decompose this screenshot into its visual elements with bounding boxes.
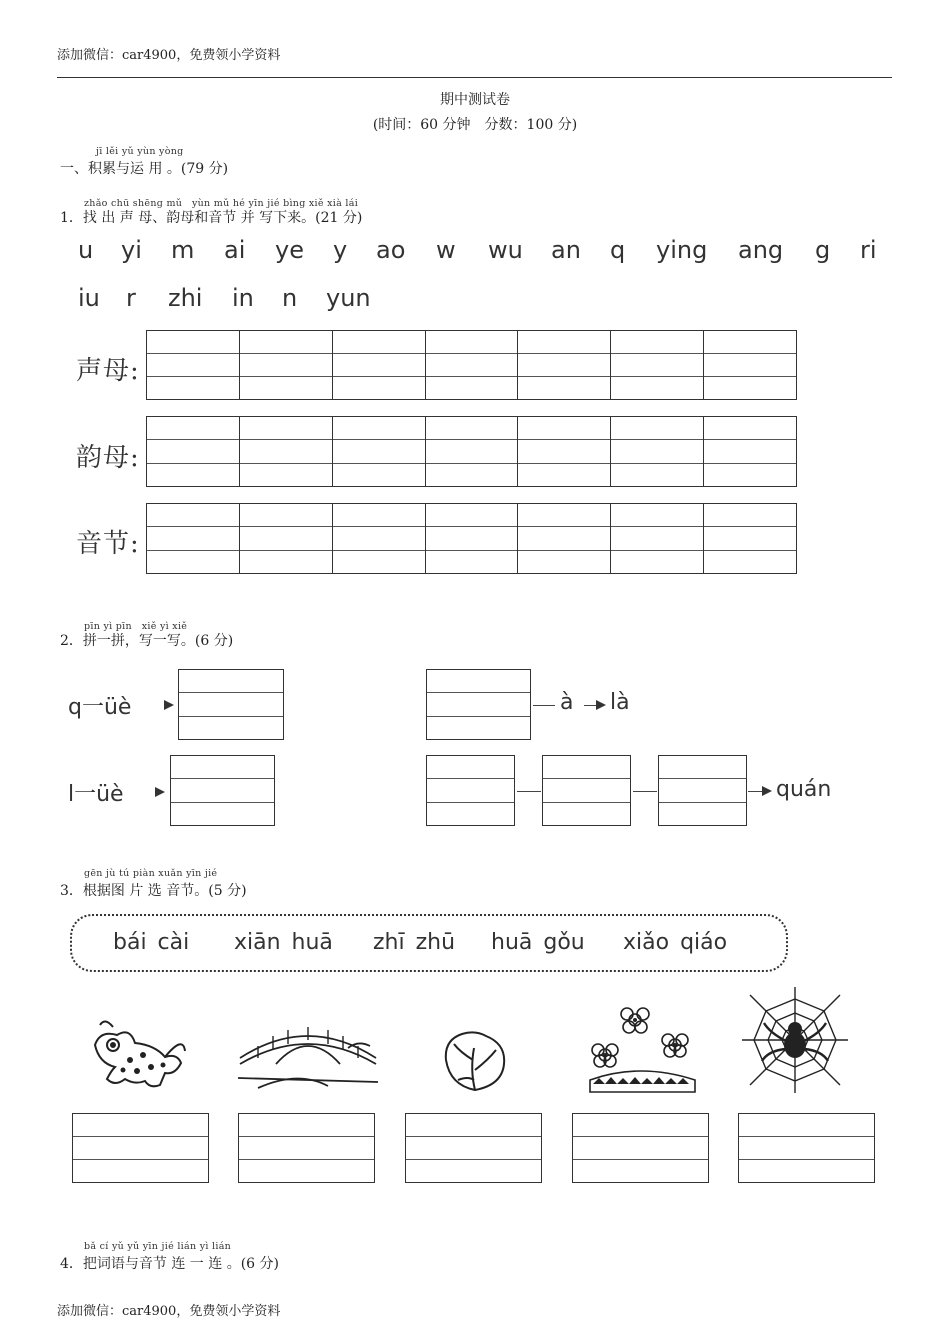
q3-answer-box-3[interactable] bbox=[405, 1113, 542, 1183]
spider-icon bbox=[740, 985, 850, 1095]
dash-line bbox=[533, 705, 555, 706]
syllable: ri bbox=[860, 236, 877, 264]
q2-answer-box-d3[interactable] bbox=[658, 755, 747, 826]
q2-answer-box-c[interactable] bbox=[170, 755, 275, 826]
syllable: ye bbox=[275, 236, 304, 264]
cabbage-icon bbox=[440, 1030, 510, 1092]
q3-heading: 3．根据图 片 选 音节。(5 分) bbox=[60, 883, 247, 899]
q2-answer-box-d1[interactable] bbox=[426, 755, 515, 826]
choice-3: zhī zhū bbox=[373, 930, 456, 955]
syllable: ang bbox=[738, 236, 784, 264]
q4-heading: 4．把词语与音节 连 一 连 。(6 分) bbox=[60, 1256, 279, 1272]
q2-item-b-end: là bbox=[610, 690, 630, 715]
q3-answer-box-2[interactable] bbox=[238, 1113, 375, 1183]
page-title: 期中测试卷 bbox=[440, 92, 510, 108]
choice-1: bái cài bbox=[113, 930, 190, 955]
q1-heading: 1．找 出 声 母、韵母和音节 并 写下来。(21 分) bbox=[60, 210, 363, 226]
q2-item-c: l一üè bbox=[68, 782, 124, 807]
dash-line bbox=[633, 791, 657, 792]
q3-answer-box-4[interactable] bbox=[572, 1113, 709, 1183]
shengmu-grid[interactable] bbox=[146, 330, 797, 400]
q2-answer-box-b[interactable] bbox=[426, 669, 531, 740]
q2-item-a: q一üè bbox=[68, 695, 132, 720]
syllable: r bbox=[126, 284, 136, 312]
syllable: yun bbox=[326, 284, 371, 312]
section1-heading: 一、积累与运 用 。(79 分) bbox=[60, 161, 229, 177]
q4-pinyin: bǎ cí yǔ yǔ yīn jié lián yì lián bbox=[84, 1241, 232, 1252]
syllable: g bbox=[815, 236, 831, 264]
section1-pinyin: jī lěi yǔ yùn yòng bbox=[96, 146, 184, 157]
syllable: wu bbox=[488, 236, 523, 264]
q2-pinyin: pīn yì pīn xiě yì xiě bbox=[84, 621, 188, 632]
syllable: an bbox=[551, 236, 581, 264]
q2-answer-box-d2[interactable] bbox=[542, 755, 631, 826]
small-bridge-icon bbox=[238, 1018, 378, 1090]
syllable: ai bbox=[224, 236, 246, 264]
yinjie-grid[interactable] bbox=[146, 503, 797, 574]
q3-answer-box-5[interactable] bbox=[738, 1113, 875, 1183]
syllable: u bbox=[78, 236, 94, 264]
q3-pinyin: gēn jù tú piàn xuǎn yīn jié bbox=[84, 868, 218, 879]
yunmu-grid[interactable] bbox=[146, 416, 797, 487]
syllable: n bbox=[282, 284, 298, 312]
arrow-right-icon bbox=[596, 700, 606, 710]
header-divider bbox=[57, 77, 892, 78]
footer-note: 添加微信：car4900，免费领小学资料 bbox=[57, 1304, 281, 1319]
page-subtitle: (时间：60 分钟 分数：100 分) bbox=[372, 117, 578, 133]
shengmu-label: 声母: bbox=[76, 356, 140, 386]
arrow-right-icon bbox=[164, 700, 174, 710]
syllable: iu bbox=[78, 284, 100, 312]
choice-2: xiān huā bbox=[234, 930, 333, 955]
yinjie-label: 音节: bbox=[76, 529, 140, 559]
dash-line bbox=[517, 791, 541, 792]
syllable: m bbox=[171, 236, 195, 264]
q3-answer-box-1[interactable] bbox=[72, 1113, 209, 1183]
flowers-icon bbox=[585, 1000, 700, 1095]
syllable: y bbox=[333, 236, 348, 264]
syllable: zhi bbox=[168, 284, 203, 312]
choice-4: huā gǒu bbox=[491, 930, 585, 955]
arrow-right-icon bbox=[155, 787, 165, 797]
yunmu-label: 韵母: bbox=[76, 443, 140, 473]
q1-pinyin: zhǎo chū shēng mǔ yùn mǔ hé yīn jié bìng xiě xià lái bbox=[84, 198, 359, 209]
syllable: yi bbox=[121, 236, 142, 264]
arrow-right-icon bbox=[762, 786, 772, 796]
syllable: in bbox=[232, 284, 254, 312]
syllable: ao bbox=[376, 236, 406, 264]
header-note: 添加微信：car4900，免费领小学资料 bbox=[57, 48, 281, 63]
q2-item-b-mid: à bbox=[560, 690, 574, 715]
syllable: w bbox=[436, 236, 456, 264]
choice-5: xiǎo qiáo bbox=[623, 930, 728, 955]
q2-heading: 2．拼一拼，写一写。(6 分) bbox=[60, 633, 234, 649]
q2-answer-box-a[interactable] bbox=[178, 669, 284, 740]
syllable: ying bbox=[656, 236, 708, 264]
spotted-dog-icon bbox=[85, 1015, 190, 1095]
syllable: q bbox=[610, 236, 626, 264]
q2-item-d-end: quán bbox=[776, 777, 832, 802]
